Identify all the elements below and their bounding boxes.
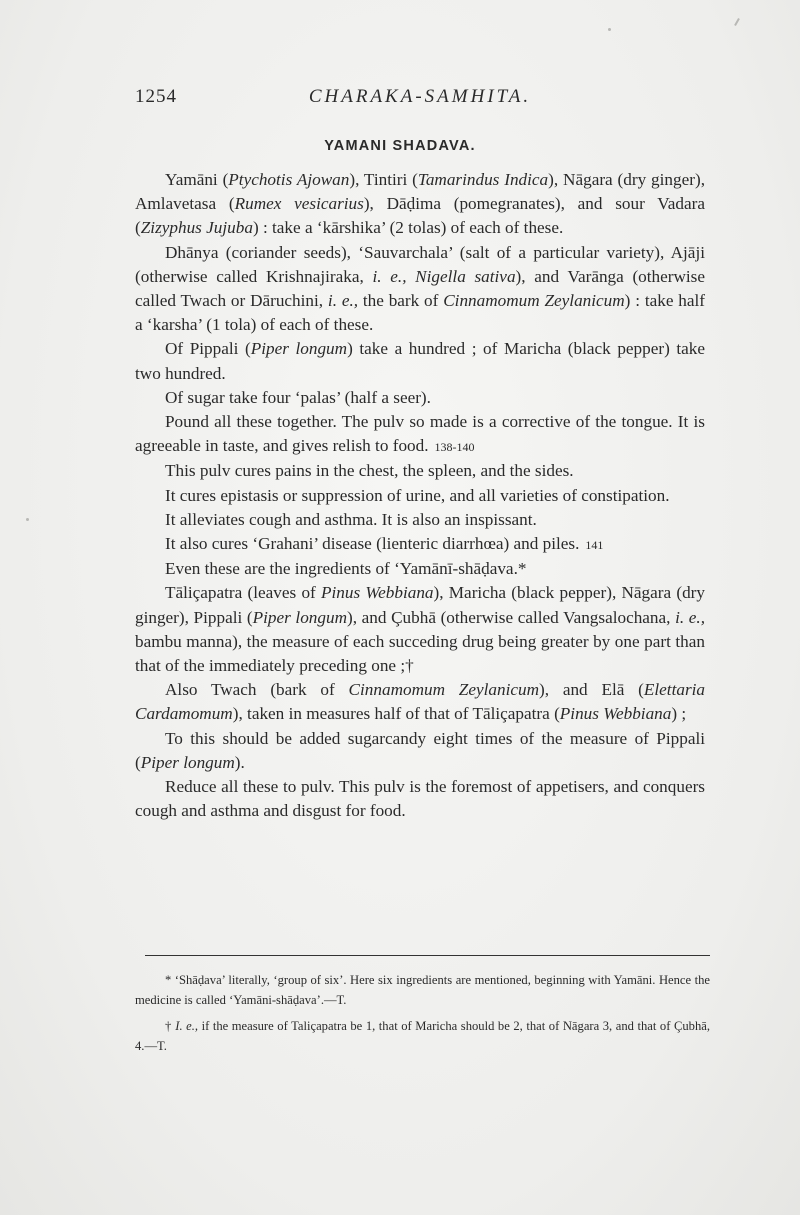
running-title: CHARAKA-SAMHITA. <box>308 86 532 107</box>
body-paragraph <box>135 581 705 678</box>
footnote <box>135 970 710 1010</box>
text-segment: Also Twach (bark of <box>165 680 349 700</box>
body-paragraph <box>135 484 705 508</box>
text-segment: ), taken in measures half of that of Tāliçapatra ( <box>232 704 560 724</box>
body-paragraph <box>135 386 705 410</box>
italic-text: i. e., <box>327 291 359 311</box>
italic-text: Rumex vesicarius <box>234 194 364 214</box>
footnotes <box>135 970 710 1062</box>
section-title: YAMANI SHADAVA. <box>324 138 476 154</box>
text-segment: Of sugar take four ‘palas’ (half a seer). <box>165 387 431 407</box>
text-segment: This pulv cures pains in the chest, the spleen, and the sides. <box>165 461 574 481</box>
page-number: 1254 <box>135 86 177 107</box>
footnote <box>135 1016 710 1056</box>
text-segment: It cures epistasis or suppression of urine, and all varieties of constipation. <box>165 485 670 505</box>
text-segment: ), and Çubhā (otherwise called Vangsalochana, <box>346 607 676 627</box>
text-segment: Yamāni ( <box>165 170 229 189</box>
text-segment: the bark of <box>358 291 444 311</box>
body-paragraph <box>135 508 705 532</box>
page-header <box>135 86 705 116</box>
text-segment: It alleviates cough and asthma. It is also an inspissant. <box>165 509 537 529</box>
text-segment: ), Maricha (black pepper), Nāgara (dry ginger), Pippali ( <box>135 583 705 627</box>
text-segment: ), Dāḍima (pomegranates), and sour Vadara ( <box>135 194 705 238</box>
italic-text: Pinus Webbiana <box>321 583 434 603</box>
italic-text: i. e., Nigella sativa <box>372 266 516 286</box>
italic-text: Cinnamomum Zeylanicum <box>443 291 625 311</box>
verse-reference: 141 <box>585 538 604 553</box>
text-segment: ), Tintiri ( <box>349 170 418 189</box>
italic-text: Tamarindus Indica <box>417 170 549 189</box>
text-segment: * ‘Shāḍava’ literally, ‘group of six’. Here six ingredients are mentioned, beginning with Yamāni. Hence the medicine is called ‘Yamāni-shāḍava’.—T. <box>135 973 710 1007</box>
text-segment: Of Pippali ( <box>165 339 251 359</box>
text-segment: ) take a hundred ; of Maricha (black pepper) take two hundred. <box>135 339 706 383</box>
text-segment: Even these are the ingredients of ‘Yamānī-shāḍava.* <box>165 559 527 579</box>
text-segment: † <box>165 1019 176 1033</box>
body-paragraph <box>135 337 705 385</box>
text-segment: ), and Elā ( <box>539 680 644 700</box>
body-paragraph <box>135 532 705 557</box>
text-segment: ) ; <box>671 704 687 724</box>
italic-text: Elettaria Cardamomum <box>135 680 705 724</box>
text-segment: ) : take a ‘kārshika’ (2 tolas) of each of these. <box>252 218 564 238</box>
text-segment: To this should be added sugarcandy eight times of the measure of Pippali ( <box>135 728 705 772</box>
body-paragraph <box>135 775 705 823</box>
body-paragraph <box>135 557 705 581</box>
text-segment: Reduce all these to pulv. This pulv is the foremost of appetisers, and conquers cough and asthma and disgust for food. <box>135 777 705 821</box>
verse-reference: 138-140 <box>434 440 475 455</box>
text-segment: if the measure of Taliçapatra be 1, that of Maricha should be 2, that of Nāgara 3, and that of Çubhā, 4.—T. <box>135 1019 710 1053</box>
italic-text: Zizyphus Jujuba <box>140 218 253 238</box>
italic-text: Piper longum <box>140 752 235 772</box>
body-paragraph <box>135 459 705 483</box>
text-segment: Dhānya (coriander seeds), ‘Sauvarchala’ (salt of a particular variety), Ajāji (otherwise called Krishnajiraka, <box>135 242 705 286</box>
text-segment: Pound all these together. The pulv so made is a corrective of the tongue. It is agreeable in taste, and gives relish to food. <box>135 412 705 456</box>
italic-text: Piper longum <box>250 339 348 359</box>
body-paragraph <box>135 727 705 775</box>
body-paragraph <box>135 410 705 459</box>
italic-text: Piper longum <box>252 607 347 627</box>
text-segment: Tāliçapatra (leaves of <box>165 583 321 603</box>
body-paragraph <box>135 168 705 241</box>
footnote-divider <box>145 955 710 956</box>
body-paragraph <box>135 241 705 338</box>
italic-text: Ptychotis Ajowan <box>228 170 350 189</box>
text-segment: bambu manna), the measure of each succeding drug being greater by one part than that of the immediately preceding one ;† <box>135 631 705 676</box>
italic-text: I. e., <box>175 1019 199 1033</box>
text-segment: It also cures ‘Grahani’ disease (lienteric diarrhœa) and piles. <box>165 534 580 554</box>
text-segment: ), Nāgara (dry ginger), Amlavetasa ( <box>135 170 705 214</box>
body-paragraph <box>135 678 705 726</box>
body-text <box>135 168 705 823</box>
text-segment: ). <box>234 752 245 772</box>
italic-text: Cinnamomum Zeylanicum <box>348 680 539 700</box>
italic-text: i. e., <box>675 607 705 627</box>
text-segment: ) : take half a ‘karsha’ (1 tola) of each of these. <box>135 291 705 335</box>
text-segment: ), and Varānga (otherwise called Twach or Dāruchini, <box>135 266 705 311</box>
italic-text: Pinus Webbiana <box>559 704 672 724</box>
